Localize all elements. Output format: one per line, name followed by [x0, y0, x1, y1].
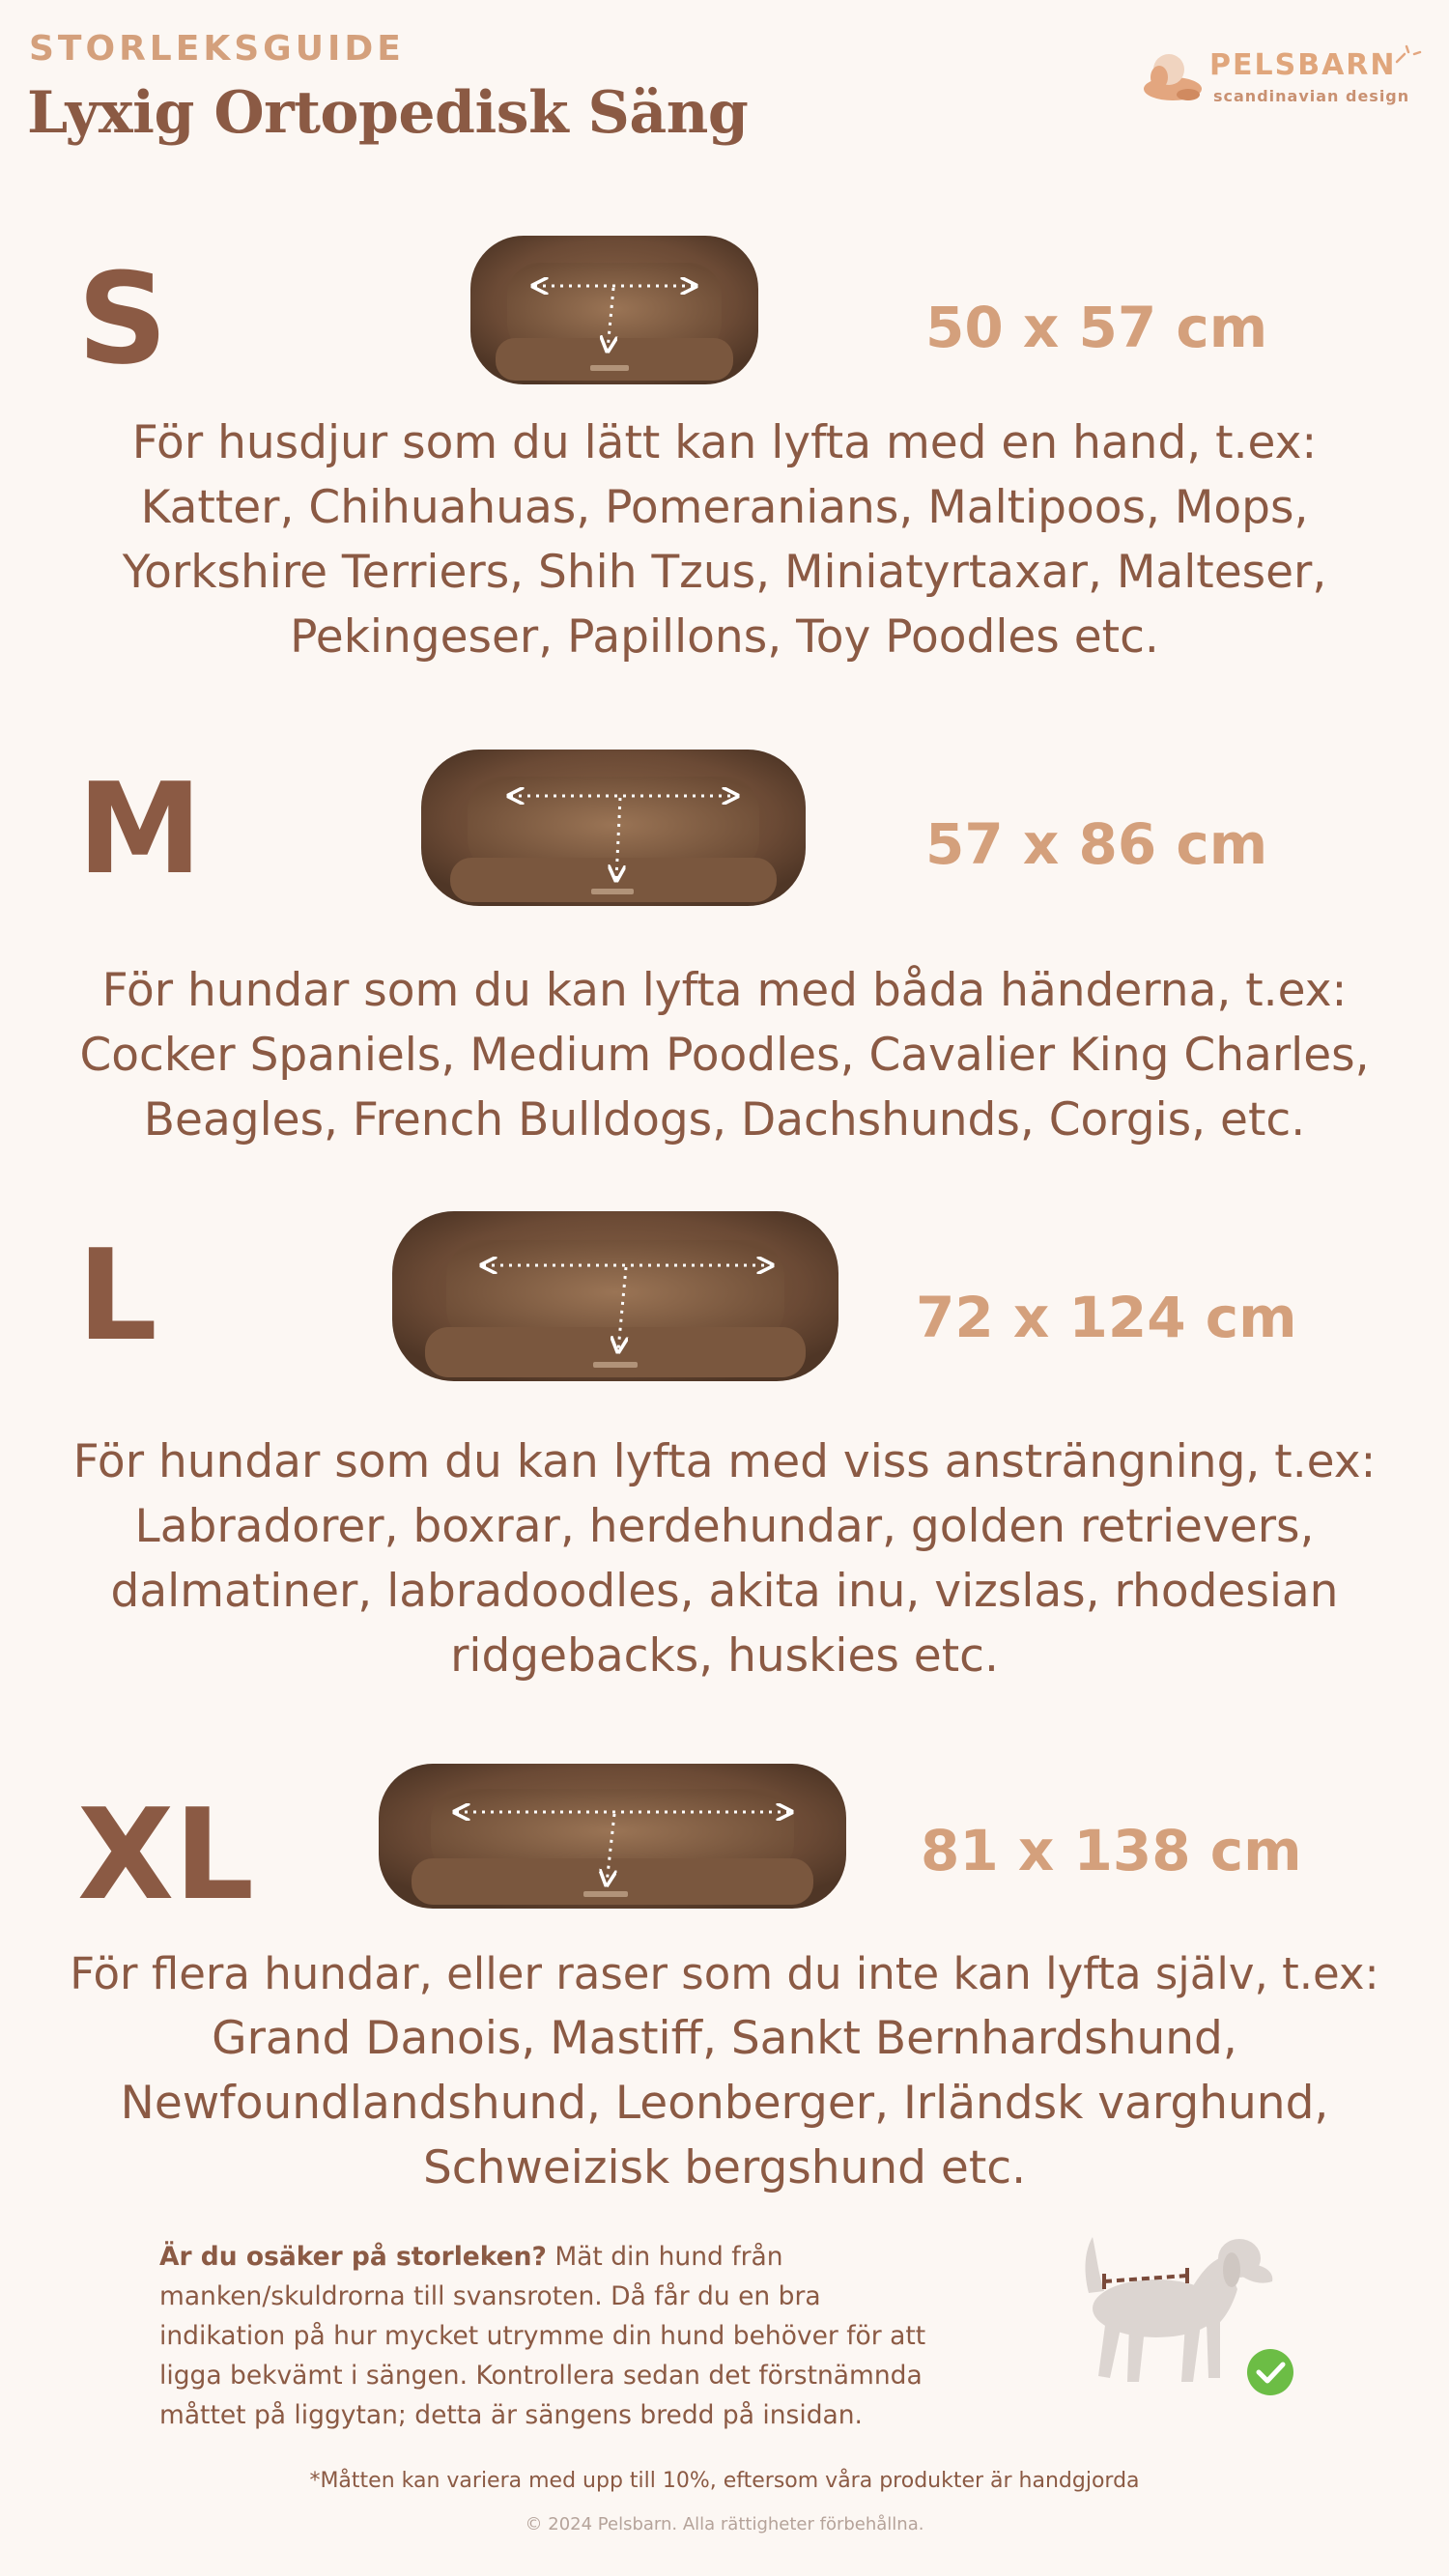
tip-first-line: [159, 2237, 1009, 2277]
size-dimensions-m: 57 x 86 cm: [925, 811, 1268, 877]
description-line: Labradorer, boxrar, herdehundar, golden retrievers,: [134, 1500, 1315, 1553]
footnote: *Måtten kan variera med upp till 10%, eftersom våra produkter är handgjorda: [309, 2469, 1140, 2493]
size-description-m: [0, 958, 1449, 1152]
check-icon: [1247, 2349, 1293, 2395]
description-line: Newfoundlandshund, Leonberger, Irländsk varghund,: [120, 2077, 1329, 2130]
size-dimensions-l: 72 x 124 cm: [916, 1285, 1297, 1350]
description-line: ridgebacks, huskies etc.: [450, 1629, 999, 1683]
tip-line: måttet på liggytan; detta är sängens bredd på insidan.: [159, 2400, 863, 2430]
logo-tagline: scandinavian design: [1213, 87, 1410, 105]
size-description-l: [0, 1430, 1449, 1688]
tip-line: manken/skuldrorna till svansroten. Då får du en bra: [159, 2281, 821, 2311]
description-line: För hundar som du kan lyfta med båda händerna, t.ex:: [101, 964, 1348, 1017]
brand-logo: [1140, 39, 1420, 116]
copyright: © 2024 Pelsbarn. Alla rättigheter förbehållna.: [525, 2514, 924, 2534]
description-line: Cocker Spaniels, Medium Poodles, Cavalier King Charles,: [79, 1029, 1370, 1082]
bed-image-m: [417, 744, 810, 914]
description-line: För hundar som du kan lyfta med viss ansträngning, t.ex:: [72, 1435, 1377, 1488]
sparkle-icon: [1393, 41, 1422, 70]
tip-line: indikation på hur mycket utrymme din hund behöver för att: [159, 2321, 926, 2351]
page-title: Lyxig Ortopedisk Säng: [27, 79, 749, 147]
size-description-xl: [0, 1941, 1449, 2200]
measuring-tip: [159, 2237, 1009, 2435]
size-letter-m: M: [77, 755, 203, 902]
size-letter-s: S: [77, 245, 168, 392]
tip-first-line-rest: Mät din hund från: [546, 2242, 783, 2272]
description-line: För flera hundar, eller raser som du inte kan lyfta själv, t.ex:: [70, 1948, 1379, 1999]
tip-heading: Är du osäker på storleken?: [159, 2242, 547, 2272]
bed-image-xl: [375, 1758, 850, 1912]
pelsbarn-logo-icon: [1140, 48, 1208, 106]
description-line: Schweizisk bergshund etc.: [422, 2141, 1027, 2194]
description-line: Beagles, French Bulldogs, Dachshunds, Corgis, etc.: [143, 1093, 1306, 1146]
logo-name: PELSBARN: [1209, 48, 1397, 82]
size-dimensions-xl: 81 x 138 cm: [921, 1818, 1302, 1883]
description-line: För husdjur som du lätt kan lyfta med en hand, t.ex:: [131, 416, 1318, 469]
size-letter-xl: XL: [77, 1781, 255, 1928]
tip-line: ligga bekvämt i sängen. Kontrollera sedan det förstnämnda: [159, 2361, 923, 2391]
description-line: Katter, Chihuahuas, Pomeranians, Maltipoos, Mops,: [140, 481, 1309, 534]
description-line: Yorkshire Terriers, Shih Tzus, Miniatyrtaxar, Malteser,: [122, 546, 1327, 599]
description-line: Grand Danois, Mastiff, Sankt Bernhardshund,: [212, 2012, 1237, 2065]
bed-image-s: [467, 230, 762, 392]
bed-image-l: [388, 1205, 842, 1389]
description-line: Pekingeser, Papillons, Toy Poodles etc.: [290, 610, 1159, 664]
description-line: dalmatiner, labradoodles, akita inu, vizslas, rhodesian: [110, 1565, 1339, 1618]
size-letter-l: L: [77, 1222, 157, 1369]
size-description-s: [0, 410, 1449, 669]
dog-measure-illustration: [1067, 2231, 1299, 2405]
size-dimensions-s: 50 x 57 cm: [925, 295, 1268, 360]
page-eyebrow: STORLEKSGUIDE: [29, 29, 405, 69]
